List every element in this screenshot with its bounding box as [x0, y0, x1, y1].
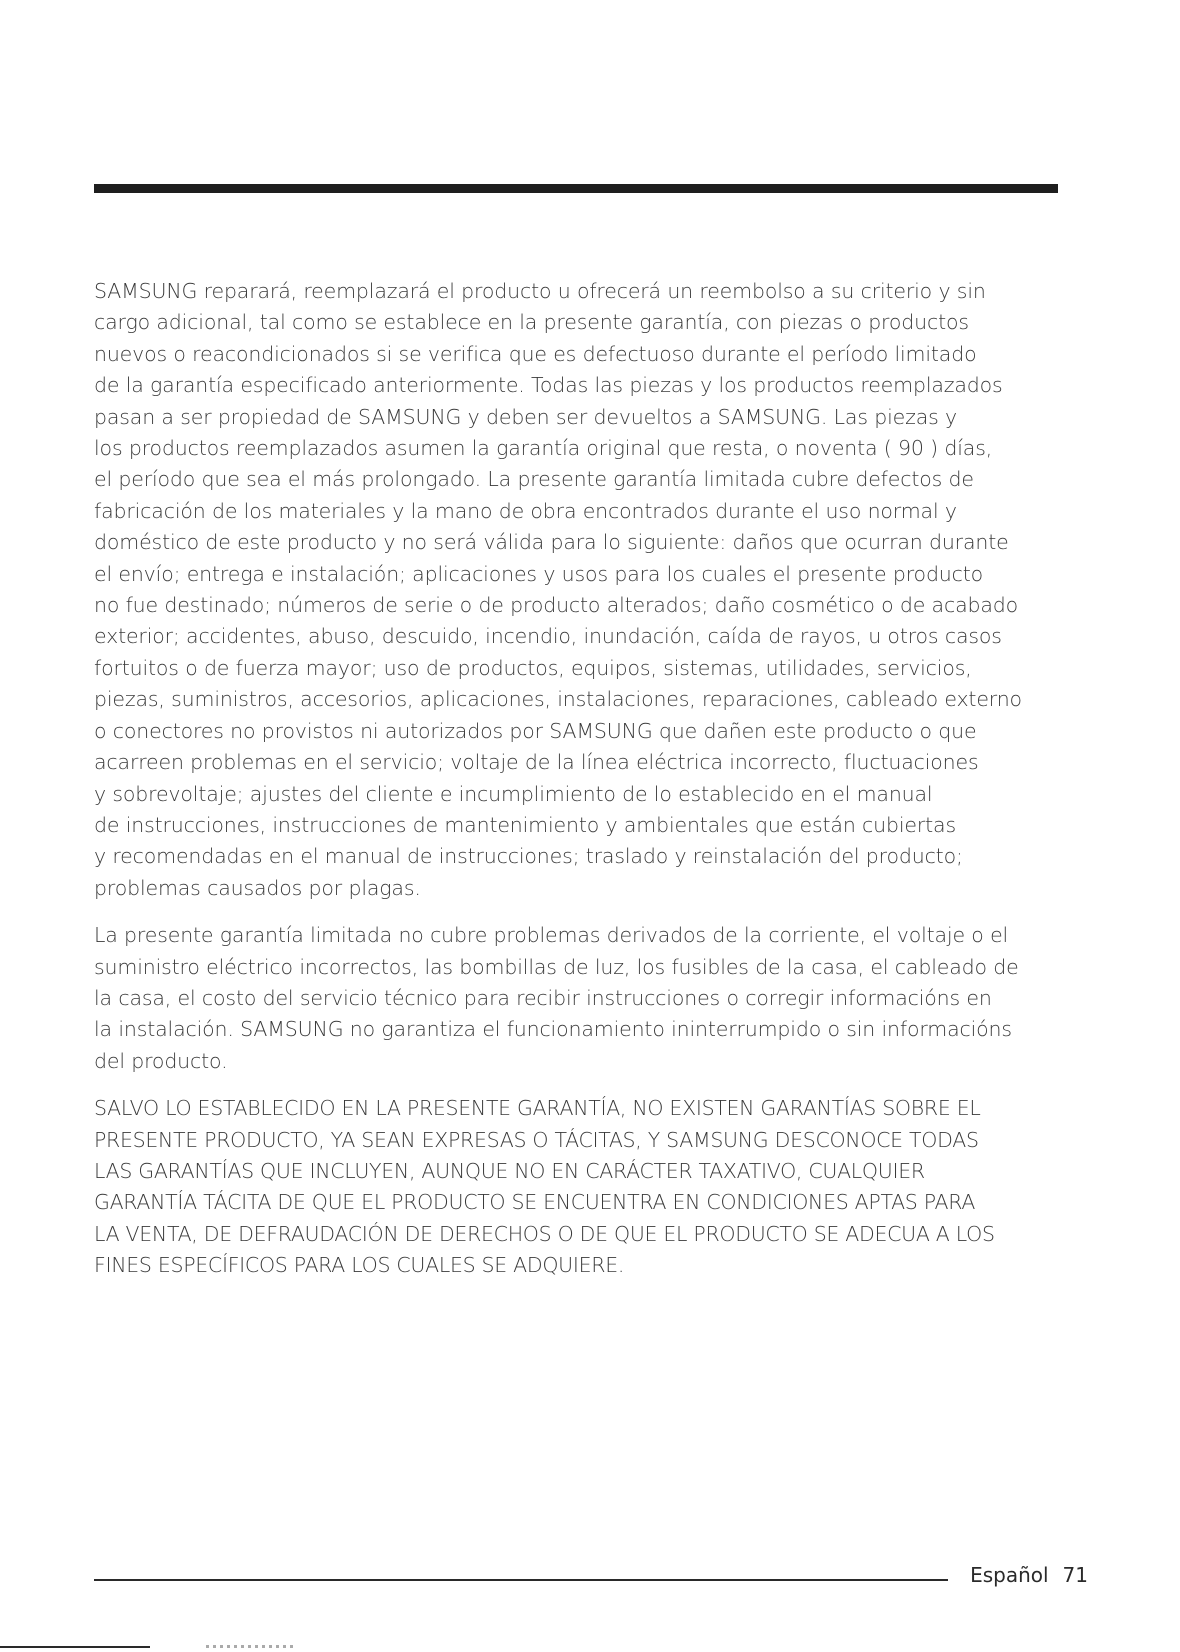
paragraph-warranty-disclaimer: SALVO LO ESTABLECIDO EN LA PRESENTE GARANTÍA, NO EXISTEN GARANTÍAS SOBRE EL PRESENTE PRODUCTO, YA SEAN EXPRESAS O TÁCITAS, Y SAMSUNG DESCONOCE TODAS LAS GARANTÍAS QUE INCLUYEN, AUNQUE NO EN CARÁCTER TAXATIVO, CUALQUIER GARANTÍA TÁCITA DE QUE EL PRODUCTO SE ENCUENTRA EN CONDICIONES APTAS PARA LA VENTA, DE DEFRAUDACIÓN DE DERECHOS O DE QUE EL PRODUCTO SE ADECUA A LOS FINES ESPECÍFICOS PARA LOS CUALES SE ADQUIERE. — [94, 1096, 995, 1278]
footer-language: Español — [970, 1563, 1049, 1587]
warranty-text — [94, 276, 1064, 1298]
page-footer — [970, 1563, 1088, 1587]
footer-rule — [94, 1579, 948, 1581]
header-rule — [94, 184, 1058, 193]
scan-edge-rule — [0, 1646, 150, 1648]
page-number: 71 — [1062, 1563, 1088, 1587]
paragraph-warranty-coverage: SAMSUNG reparará, reemplazará el producto u ofrecerá un reembolso a su criterio y sin cargo adicional, tal como se establece en la presente garantía, con piezas o productos nuevos o reacondicionados si se verifica que es defectuoso durante el período limitado de la garantía especificado anteriormente. Todas las piezas y los productos reemplazados pasan a ser propiedad de SAMSUNG y deben ser devueltos a SAMSUNG. Las piezas y los productos reemplazados asumen la garantía original que resta, o noventa ( 90 ) días, el período que sea el más prolongado. La presente garantía limitada cubre defectos de fabricación de los materiales y la mano de obra encontrados durante el uso normal y doméstico de este producto y no será válida para lo siguiente: daños que ocurran durante el envío; entrega e instalación; aplicaciones y usos para los cuales el presente producto no fue destinado; números de serie o de producto alterados; daño cosmético o de acabado exterior; accidentes, abuso, descuido, incendio, inundación, caída de rayos, u otros casos fortuitos o de fuerza mayor; uso de productos, equipos, sistemas, utilidades, servicios, piezas, suministros, accesorios, aplicaciones, instalaciones, reparaciones, cableado externo o conectores no provistos ni autorizados por SAMSUNG que dañen este producto o que acarreen problemas en el servicio; voltaje de la línea eléctrica incorrecto, fluctuaciones y sobrevoltaje; ajustes del cliente e incumplimiento de lo establecido en el manual de instrucciones, instrucciones de mantenimiento y ambientales que están cubiertas y recomendadas en el manual de instrucciones; traslado y reinstalación del producto; problemas causados por plagas. — [94, 279, 1022, 900]
scan-edge-mark — [206, 1645, 296, 1648]
paragraph-warranty-exclusions: La presente garantía limitada no cubre problemas derivados de la corriente, el voltaje o el suministro eléctrico incorrectos, las bombillas de luz, los fusibles de la casa, el cableado de la casa, el costo del servicio técnico para recibir instrucciones o corregir informacións en la instalación. SAMSUNG no garantiza el funcionamiento ininterrumpido o sin informacións del producto. — [94, 923, 1019, 1073]
